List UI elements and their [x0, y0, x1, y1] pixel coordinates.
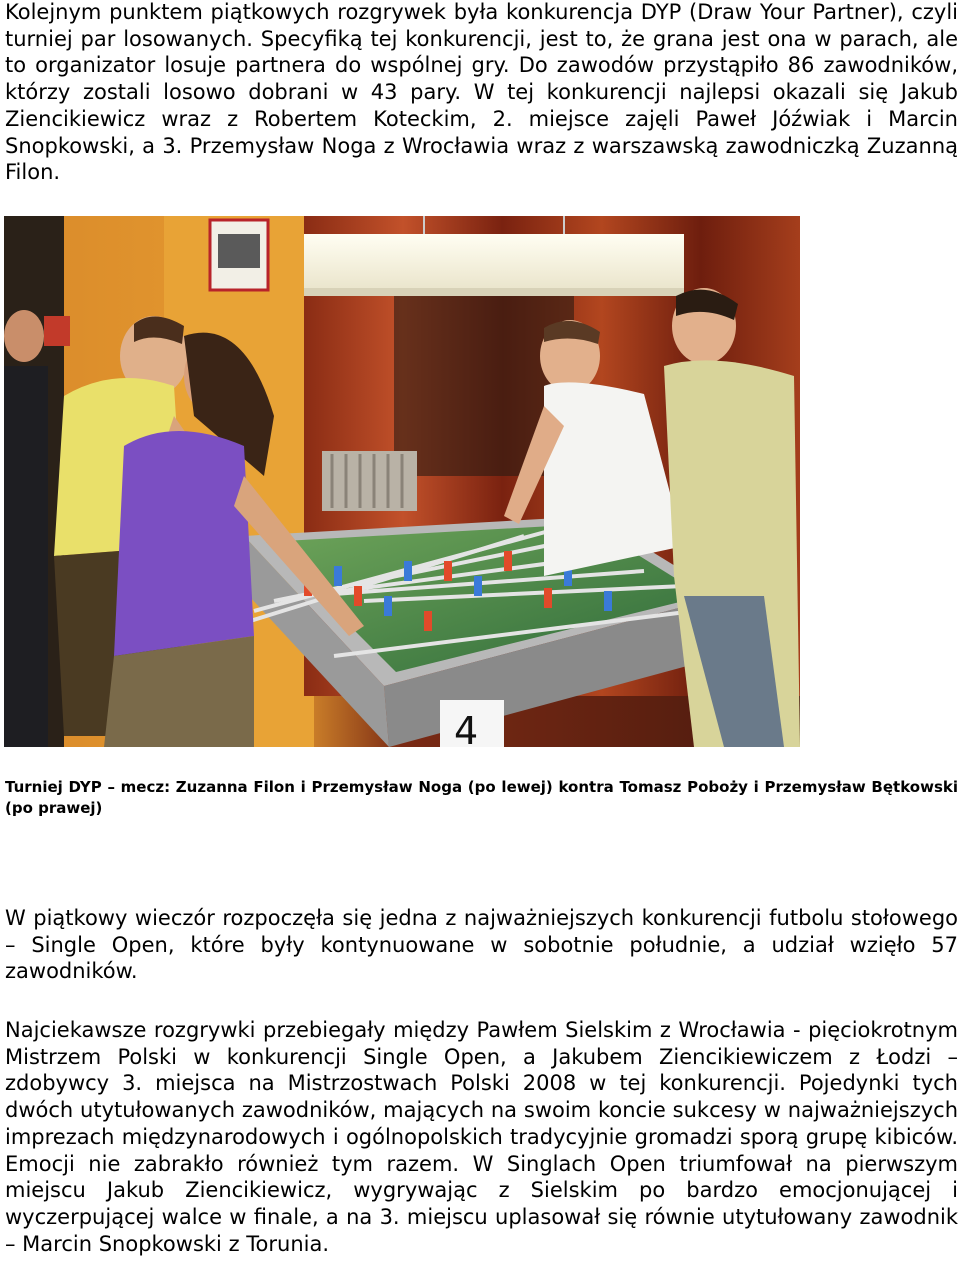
photo-caption: Turniej DYP – mecz: Zuzanna Filon i Przemysław Noga (po lewej) kontra Tomasz Poboży i Przemysław Bętkowski (po prawej) [5, 778, 958, 817]
table-number-label: 4 [454, 709, 479, 747]
foosball-match-photo [4, 216, 800, 747]
article-paragraph-single-open-intro: W piątkowy wieczór rozpoczęła się jedna z najważniejszych konkurencji futbolu stołowego – Single Open, które były kontynuowane w sobotnie południe, a udział wzięło 57 zawodników. [5, 906, 958, 984]
article-paragraph-single-open-results: Najciekawsze rozgrywki przebiegały między Pawłem Sielskim z Wrocławia - pięciokrotnym Mistrzem Polski w konkurencji Single Open, a Jakubem Ziencikiewiczem z Łodzi – zdobywcy 3. miejsca na Mistrzostwach Polski 2008 w tej konkurencji. Pojedynki tych dwóch utytułowanych zawodników, mających na swoim koncie sukcesy w najważniejszych imprezach międzynarodowych i ogólnopolskich tradycyjnie gromadzi sporą grupę kibiców. Emocji nie zabrakło również tym razem. W Singlach Open triumfował na pierwszym miejscu Jakub Ziencikiewicz, wygrywając z Sielskim po bardzo emocjonującej i wyczerpującej walce w finale, a na 3. miejscu uplasował się równie utytułowany zawodnik – Marcin Snopkowski z Torunia. [5, 1018, 958, 1256]
article-paragraph-dyp: Kolejnym punktem piątkowych rozgrywek była konkurencja DYP (Draw Your Partner), czyli turniej par losowanych. Specyfiką tej konkurencji, jest to, że grana jest ona w parach, ale to organizator losuje partnera do wspólnej gry. Do zawodów przystąpiło 86 zawodników, którzy zostali losowo dobrani w 43 pary. W tej konkurencji najlepsi okazali się Jakub Ziencikiewicz wraz z Robertem Koteckim, 2. miejsce zajęli Paweł Jóźwiak i Marcin Snopkowski, a 3. Przemysław Noga z Wrocławia wraz z warszawską zawodniczką Zuzanną Filon. [5, 0, 958, 185]
